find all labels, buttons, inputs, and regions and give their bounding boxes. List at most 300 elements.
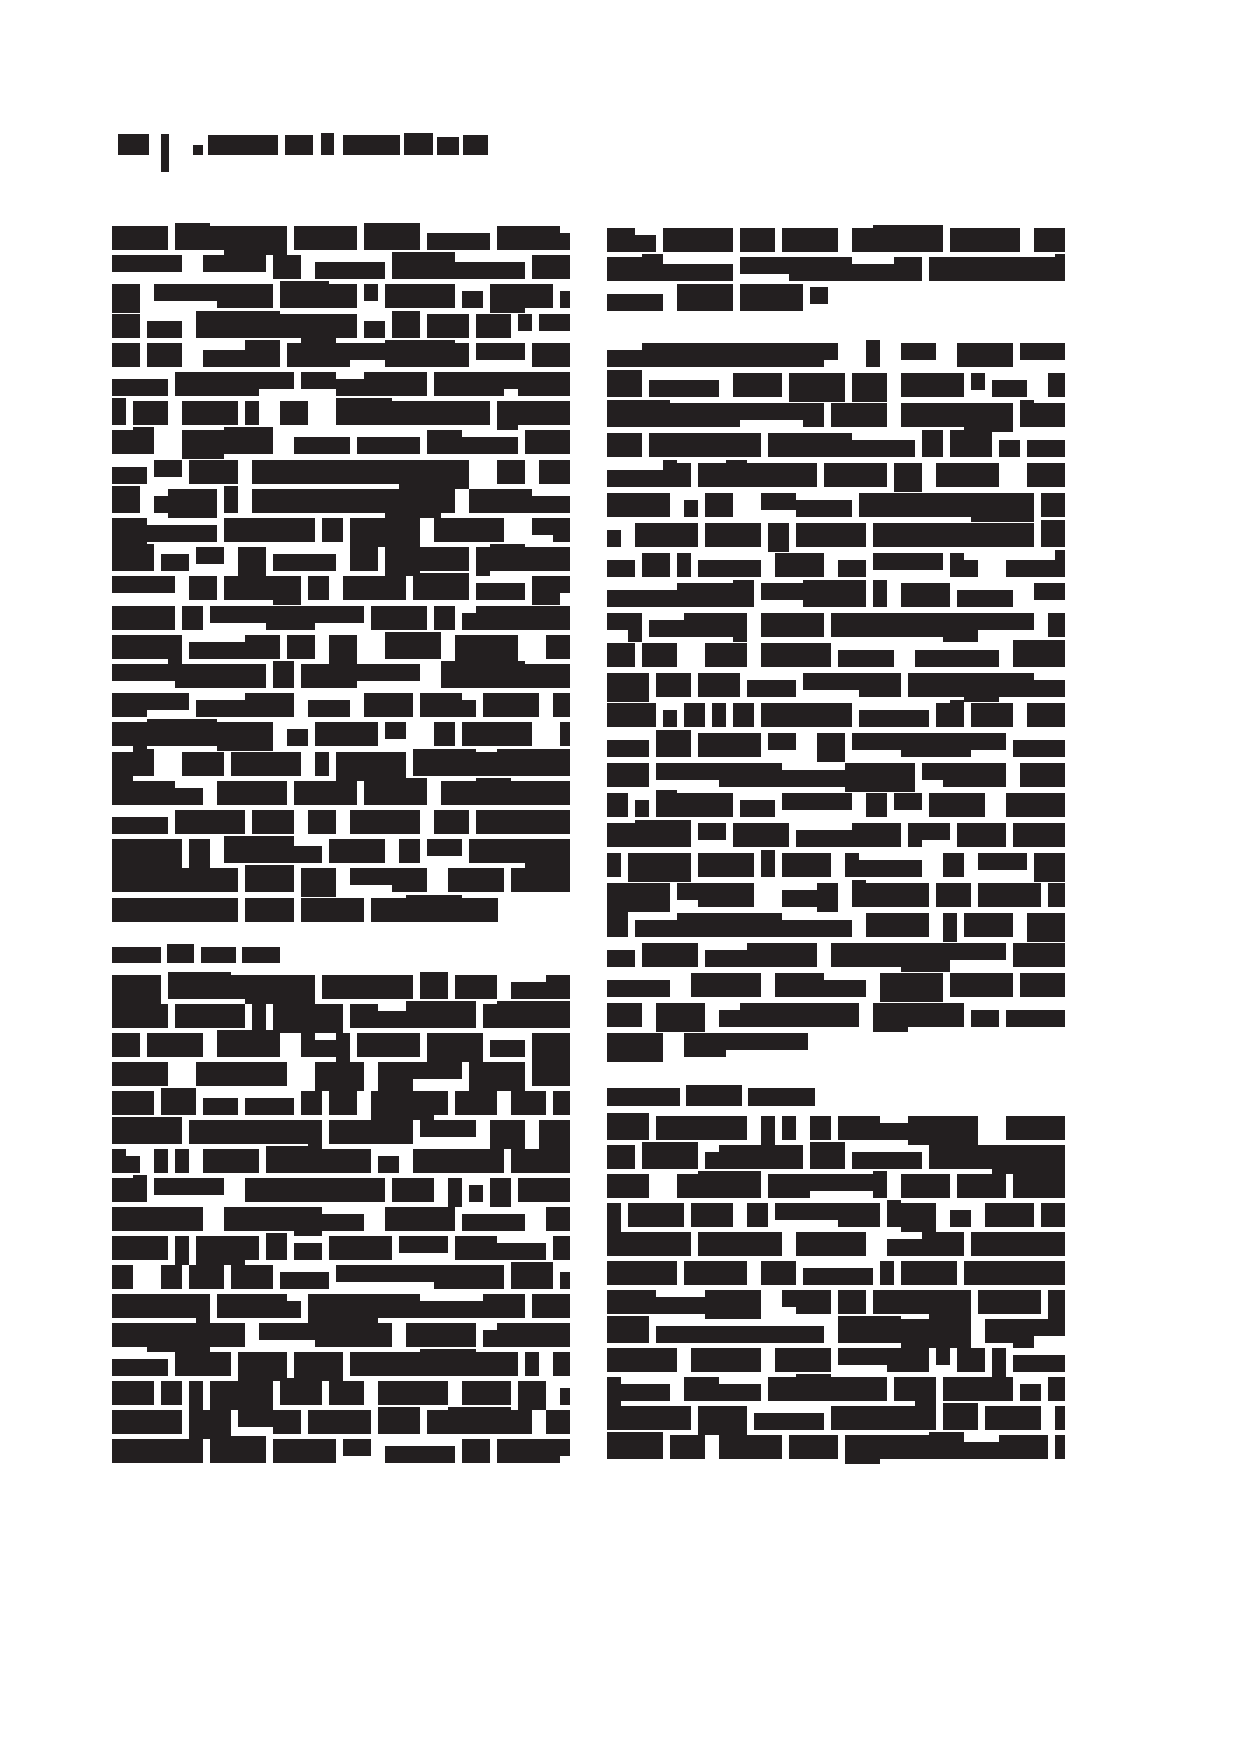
- ink-block: [420, 547, 469, 571]
- ink-block: [245, 898, 294, 922]
- ink-block: [1013, 1232, 1065, 1256]
- ink-block: [901, 733, 971, 757]
- pixelated-text-line: [607, 1406, 1065, 1430]
- ink-block: [441, 781, 476, 805]
- ink-block: [539, 1120, 570, 1149]
- ink-block: [859, 860, 922, 877]
- ink-block: [266, 1146, 322, 1173]
- ink-block: [831, 613, 880, 637]
- ink-block: [497, 1243, 546, 1260]
- pixelated-text-line: [607, 1203, 1065, 1227]
- ink-block: [957, 257, 999, 281]
- ink-block: [301, 1033, 315, 1057]
- ink-block: [901, 1203, 936, 1232]
- pixelated-text-line: [607, 1290, 1065, 1314]
- ink-block: [392, 401, 448, 425]
- ink-block: [273, 554, 336, 571]
- ink-block: [943, 763, 992, 787]
- pixelated-text-line: [112, 255, 570, 279]
- pixelated-text-line: [112, 460, 570, 484]
- ink-block: [992, 523, 1034, 547]
- ink-block: [287, 343, 350, 367]
- pixelated-text-line: [112, 547, 570, 571]
- ink-block: [607, 643, 635, 667]
- ink-block: [684, 1261, 747, 1285]
- ink-block: [677, 553, 691, 577]
- ink-block: [789, 373, 845, 402]
- ink-block: [852, 228, 873, 252]
- ink-block: [112, 1207, 175, 1231]
- ink-block: [112, 486, 140, 513]
- ink-block: [525, 284, 553, 308]
- ink-block: [1041, 1203, 1065, 1227]
- ink-block: [476, 518, 504, 542]
- ink-block: [511, 982, 546, 999]
- ink-block: [775, 1348, 831, 1372]
- ink-block: [189, 642, 245, 659]
- ink-block: [189, 839, 210, 868]
- ink-block: [768, 733, 796, 750]
- ink-block: [133, 749, 154, 776]
- ink-block: [294, 1352, 343, 1381]
- ink-block: [607, 950, 635, 967]
- ink-block: [887, 1239, 922, 1256]
- ink-block: [670, 1435, 705, 1459]
- ink-block: [217, 284, 273, 308]
- ink-block: [238, 547, 266, 576]
- pixelated-text-line: [112, 1062, 570, 1086]
- ink-block: [1055, 550, 1065, 577]
- ink-block: [845, 943, 901, 967]
- ink-block: [112, 1439, 147, 1463]
- ink-block: [775, 1326, 824, 1343]
- ink-block: [901, 1319, 971, 1348]
- ink-block: [245, 1178, 315, 1202]
- ink-block: [357, 1149, 371, 1173]
- ink-block: [950, 700, 964, 727]
- ink-block: [385, 547, 420, 576]
- ink-block: [476, 810, 539, 834]
- ink-block: [817, 733, 845, 762]
- ink-block: [985, 1406, 1041, 1430]
- ink-block: [803, 403, 824, 427]
- ink-block: [245, 1098, 294, 1115]
- ink-block: [922, 823, 950, 840]
- ink-block: [441, 489, 455, 513]
- ink-block: [922, 430, 943, 457]
- ink-block: [273, 1004, 343, 1033]
- pixelated-text-line: [112, 752, 570, 776]
- ink-block: [999, 440, 1020, 457]
- ink-block: [642, 343, 691, 367]
- ink-block: [1034, 1319, 1065, 1336]
- ink-block: [448, 1407, 511, 1434]
- ink-block: [635, 800, 649, 817]
- ink-block: [796, 703, 852, 727]
- ink-block: [161, 1033, 203, 1057]
- ink-block: [1055, 254, 1065, 281]
- ink-block: [175, 223, 210, 250]
- ink-block: [112, 947, 161, 963]
- ink-block: [245, 975, 315, 1004]
- pixelated-text-line: [112, 781, 570, 805]
- ink-block: [336, 722, 378, 746]
- ink-block: [985, 1319, 1013, 1343]
- pixelated-text-line: [607, 793, 1065, 817]
- ink-block: [392, 868, 427, 892]
- ink-block: [719, 1010, 740, 1027]
- ink-block: [273, 1439, 315, 1463]
- ink-block: [649, 620, 684, 637]
- ink-block: [607, 1316, 649, 1343]
- pixelated-text-line: [112, 314, 570, 338]
- ink-block: [915, 650, 957, 667]
- ink-block: [294, 846, 322, 863]
- ink-block: [196, 1294, 210, 1323]
- ink-block: [971, 373, 985, 390]
- header-separator-bar: [161, 134, 169, 172]
- ink-block: [336, 314, 357, 338]
- ink-block: [553, 1352, 570, 1376]
- ink-block: [112, 635, 168, 659]
- ink-block: [357, 437, 420, 454]
- ink-block: [329, 839, 385, 863]
- ink-block: [880, 613, 943, 637]
- ink-block: [677, 913, 747, 937]
- ink-block: [329, 635, 357, 664]
- pixelated-text-line: [607, 463, 1065, 487]
- ink-block: [532, 255, 570, 279]
- ink-block: [483, 661, 525, 688]
- ink-block: [782, 890, 817, 907]
- ink-block: [560, 291, 570, 308]
- ink-block: [112, 467, 147, 484]
- ink-block: [343, 135, 400, 155]
- ink-block: [308, 576, 329, 600]
- pixelated-text-line: [112, 1178, 570, 1202]
- ink-block: [329, 1381, 364, 1405]
- ink-block: [747, 943, 817, 967]
- ink-block: [126, 226, 168, 250]
- pixelated-text-line: [112, 1265, 570, 1289]
- ink-block: [273, 518, 315, 542]
- ink-block: [607, 1145, 635, 1169]
- ink-block: [462, 1214, 525, 1231]
- ink-block: [887, 1200, 901, 1227]
- ink-block: [838, 1203, 880, 1227]
- ink-block: [203, 1098, 238, 1115]
- ink-block: [824, 980, 866, 997]
- ink-block: [322, 1214, 364, 1231]
- ink-block: [635, 523, 698, 547]
- ink-block: [908, 673, 964, 697]
- section-heading-blob: [112, 947, 570, 971]
- ink-block: [182, 752, 224, 776]
- ink-block: [740, 228, 775, 252]
- ink-block: [385, 975, 413, 999]
- ink-block: [203, 1149, 259, 1173]
- ink-block: [726, 973, 761, 997]
- ink-block: [483, 1330, 497, 1347]
- ink-block: [201, 947, 236, 963]
- page-number-blob: [118, 134, 149, 155]
- ink-block: [607, 1232, 635, 1256]
- ink-block: [796, 523, 866, 547]
- ink-block: [308, 1410, 371, 1434]
- ink-block: [182, 401, 238, 425]
- ink-block: [1013, 740, 1065, 757]
- ink-block: [112, 1004, 168, 1028]
- pixelated-text-line: [112, 1004, 570, 1028]
- ink-block: [691, 343, 761, 367]
- ink-block: [224, 427, 273, 454]
- ink-block: [768, 1377, 796, 1401]
- ink-block: [929, 1432, 964, 1459]
- ink-block: [189, 576, 217, 600]
- ink-block: [1034, 583, 1065, 600]
- ink-block: [133, 1236, 168, 1260]
- pixelated-text-line: [112, 722, 570, 746]
- pixelated-text-line: [112, 576, 570, 600]
- ink-block: [315, 460, 336, 484]
- ink-block: [761, 643, 831, 667]
- ink-block: [350, 810, 420, 834]
- ink-block: [691, 973, 726, 997]
- ink-block: [663, 264, 733, 281]
- ink-block: [635, 1232, 691, 1256]
- ink-block: [607, 763, 649, 787]
- ink-block: [315, 1178, 385, 1202]
- ink-block: [560, 1388, 570, 1405]
- pixelated-text-line: [607, 883, 1065, 907]
- ink-block: [866, 883, 929, 907]
- ink-block: [434, 606, 455, 630]
- pixelated-text-line: [607, 523, 1065, 547]
- ink-block: [497, 1323, 518, 1347]
- ink-block: [203, 255, 266, 272]
- ink-block: [196, 1236, 245, 1265]
- ink-block: [203, 350, 245, 367]
- ink-block: [308, 1120, 322, 1149]
- ink-block: [950, 430, 992, 457]
- pixelated-text-line: [112, 1294, 570, 1318]
- ink-block: [698, 463, 726, 487]
- ink-block: [607, 1033, 663, 1062]
- ink-block: [957, 343, 1013, 367]
- ink-block: [112, 1236, 133, 1260]
- ink-block: [642, 553, 670, 577]
- ink-block: [782, 770, 845, 787]
- ink-block: [901, 1406, 936, 1430]
- ink-block: [196, 311, 259, 338]
- ink-block: [287, 729, 308, 746]
- ink-block: [392, 252, 455, 279]
- ink-block: [315, 1439, 336, 1463]
- ink-block: [189, 460, 238, 484]
- ink-block: [656, 1297, 705, 1314]
- ink-block: [978, 1290, 1041, 1314]
- ink-block: [392, 1178, 434, 1202]
- ink-block: [754, 1413, 824, 1430]
- ink-block: [950, 228, 1020, 252]
- ink-block: [476, 314, 511, 338]
- ink-block: [1020, 763, 1065, 787]
- ink-block: [607, 433, 642, 457]
- pixelated-text-line: [607, 973, 1065, 997]
- ink-block: [245, 1236, 259, 1260]
- ink-block: [1020, 973, 1065, 997]
- ink-block: [294, 437, 350, 454]
- ink-block: [329, 1120, 399, 1144]
- ink-block: [992, 1145, 1065, 1174]
- ink-block: [964, 673, 999, 702]
- ink-block: [525, 547, 570, 571]
- ink-block: [497, 401, 518, 430]
- ink-block: [518, 1381, 546, 1410]
- ink-block: [607, 910, 628, 937]
- ink-block: [343, 898, 364, 922]
- ink-block: [831, 943, 845, 967]
- ink-block: [1006, 1261, 1065, 1285]
- ink-block: [413, 1062, 462, 1079]
- ink-block: [217, 722, 273, 751]
- ink-block: [663, 228, 733, 252]
- ink-block: [350, 518, 420, 547]
- ink-block: [866, 793, 887, 817]
- ink-block: [308, 700, 350, 717]
- ink-block: [511, 1149, 570, 1173]
- pixelated-text-line: [607, 703, 1065, 727]
- ink-block: [476, 752, 497, 776]
- ink-block: [607, 793, 628, 817]
- ink-block: [280, 314, 301, 338]
- ink-block: [894, 1377, 915, 1401]
- ink-block: [434, 1265, 476, 1289]
- ink-block: [420, 1301, 483, 1318]
- ink-block: [112, 752, 133, 781]
- ink-block: [315, 262, 385, 279]
- ink-block: [154, 1149, 168, 1173]
- ink-block: [273, 661, 294, 688]
- ink-block: [280, 1272, 329, 1289]
- ink-block: [684, 613, 733, 637]
- ink-block: [1020, 1384, 1041, 1401]
- ink-block: [175, 1004, 245, 1028]
- ink-block: [880, 1435, 929, 1459]
- ink-block: [112, 817, 168, 834]
- ink-block: [182, 898, 238, 922]
- running-title-blob: [193, 133, 493, 155]
- ink-block: [628, 853, 691, 882]
- ink-block: [112, 544, 154, 571]
- ink-block: [971, 493, 1034, 522]
- ink-block: [112, 379, 168, 396]
- ink-block: [705, 1152, 719, 1169]
- pixelated-text-line: [607, 673, 1065, 697]
- pixelated-text-line: [112, 810, 570, 834]
- ink-block: [698, 733, 761, 757]
- ink-block: [1048, 373, 1065, 397]
- ink-block: [126, 1156, 140, 1173]
- ink-block: [1034, 680, 1065, 697]
- ink-block: [112, 576, 175, 593]
- ink-block: [635, 1290, 656, 1314]
- ink-block: [483, 1004, 497, 1028]
- ink-block: [560, 576, 570, 593]
- ink-block: [880, 973, 943, 1002]
- ink-block: [796, 500, 852, 517]
- ink-block: [810, 1116, 831, 1140]
- ink-block: [607, 294, 663, 311]
- ink-block: [803, 1268, 873, 1285]
- ink-block: [252, 489, 322, 513]
- ink-block: [999, 673, 1034, 697]
- ink-block: [698, 1232, 740, 1256]
- ink-block: [957, 590, 1013, 607]
- ink-block: [378, 1062, 413, 1091]
- ink-block: [915, 1377, 936, 1406]
- ink-block: [929, 583, 950, 607]
- ink-block: [621, 1384, 670, 1401]
- ink-block: [852, 1152, 922, 1169]
- ink-block: [112, 664, 175, 681]
- ink-block: [992, 763, 1006, 787]
- ink-block: [315, 722, 336, 746]
- ink-block: [476, 547, 490, 576]
- ink-block: [740, 1003, 789, 1027]
- ink-block: [607, 228, 635, 252]
- ink-block: [462, 291, 483, 308]
- ink-block: [399, 839, 420, 863]
- ink-block: [518, 314, 532, 331]
- ink-block: [462, 1381, 497, 1405]
- ink-block: [894, 463, 922, 492]
- ink-block: [462, 722, 532, 746]
- ink-block: [768, 523, 789, 552]
- pixelated-text-line: [112, 839, 570, 863]
- ink-block: [705, 493, 733, 517]
- ink-block: [943, 613, 978, 642]
- ink-block: [175, 664, 203, 688]
- ink-block: [168, 972, 231, 999]
- pixelated-text-line: [607, 643, 1065, 667]
- ink-block: [740, 1232, 782, 1256]
- ink-block: [238, 576, 273, 600]
- ink-block: [259, 372, 294, 389]
- ink-block: [803, 673, 859, 690]
- ink-block: [607, 1174, 649, 1198]
- ink-block: [404, 133, 433, 155]
- ink-block: [511, 781, 570, 805]
- ink-block: [607, 703, 656, 727]
- ink-block: [427, 839, 462, 856]
- ink-block: [1013, 1174, 1065, 1198]
- ink-block: [1041, 520, 1065, 547]
- ink-block: [642, 254, 663, 281]
- ink-block: [698, 853, 754, 877]
- ink-block: [189, 1381, 203, 1410]
- ink-block: [378, 1011, 406, 1028]
- ink-block: [168, 868, 238, 892]
- ink-block: [210, 1381, 273, 1410]
- ink-block: [936, 463, 999, 487]
- ink-block: [462, 700, 476, 717]
- ink-block: [607, 350, 642, 367]
- ink-block: [845, 763, 915, 792]
- ink-block: [684, 703, 705, 727]
- ink-block: [775, 1203, 838, 1220]
- ink-block: [434, 810, 469, 834]
